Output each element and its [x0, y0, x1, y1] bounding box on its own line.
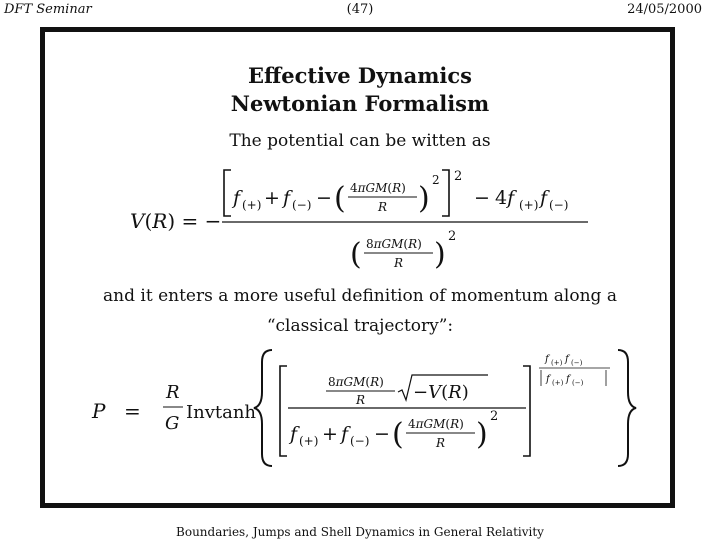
- svg-text:f: f: [290, 423, 298, 445]
- momentum-text-line1: and it enters a more useful definition of momentum along a: [103, 286, 617, 306]
- svg-text:P: P: [92, 399, 106, 423]
- svg-text:(: (: [392, 417, 404, 452]
- svg-text:(−): (−): [572, 379, 584, 387]
- intro-text: The potential can be witten as: [229, 131, 491, 151]
- svg-text:f: f: [545, 354, 549, 365]
- svg-text:(+): (+): [551, 359, 563, 367]
- slide-title-line1: Effective Dynamics: [247, 63, 473, 88]
- svg-text:2: 2: [490, 409, 499, 424]
- svg-text:−V(R): −V(R): [413, 382, 469, 403]
- svg-text:4πGM(R): 4πGM(R): [350, 181, 406, 195]
- svg-text:(−): (−): [292, 198, 312, 212]
- svg-text:2: 2: [432, 173, 440, 187]
- svg-text:f: f: [565, 354, 569, 365]
- svg-text:+: +: [322, 423, 338, 445]
- svg-text:): ): [434, 237, 446, 272]
- svg-text:f: f: [233, 187, 241, 209]
- svg-text:8πGM(R): 8πGM(R): [366, 237, 422, 251]
- svg-text:f: f: [341, 423, 349, 445]
- footer-text: Boundaries, Jumps and Shell Dynamics in General Relativity: [176, 525, 544, 539]
- page-number: (47): [346, 2, 374, 17]
- svg-text:R: R: [356, 393, 366, 407]
- svg-text:(−): (−): [549, 198, 569, 212]
- svg-text:f: f: [546, 374, 550, 385]
- svg-text:+: +: [264, 187, 280, 209]
- header-date: 24/05/2000: [627, 2, 702, 17]
- svg-text:(+): (+): [552, 379, 564, 387]
- svg-text:V(R) = −: V(R) = −: [130, 209, 222, 233]
- svg-text:−: −: [474, 187, 490, 209]
- svg-text:−: −: [316, 187, 332, 209]
- slide-title-line2: Newtonian Formalism: [230, 91, 490, 116]
- svg-text:R: R: [394, 256, 404, 270]
- svg-text:2: 2: [454, 169, 463, 184]
- svg-text:−: −: [374, 423, 390, 445]
- svg-text:(: (: [334, 181, 346, 216]
- svg-text:(+): (+): [242, 198, 262, 212]
- svg-text:Invtanh: Invtanh: [186, 402, 257, 423]
- momentum-text-line2: “classical trajectory”:: [266, 316, 454, 336]
- svg-text:4f: 4f: [495, 187, 515, 209]
- svg-text:f: f: [566, 374, 570, 385]
- svg-text:8πGM(R): 8πGM(R): [328, 375, 384, 389]
- svg-text:f: f: [540, 187, 548, 209]
- svg-text:G: G: [165, 413, 180, 434]
- svg-text:(−): (−): [571, 359, 583, 367]
- svg-text:): ): [418, 181, 430, 216]
- svg-text:(+): (+): [519, 198, 539, 212]
- header-left: DFT Seminar: [4, 2, 92, 17]
- svg-text:4πGM(R): 4πGM(R): [408, 417, 464, 431]
- svg-text:R: R: [378, 200, 388, 214]
- svg-text:(−): (−): [350, 434, 370, 448]
- svg-text:2: 2: [448, 229, 457, 244]
- svg-text:R: R: [436, 436, 446, 450]
- svg-text:): ): [476, 417, 488, 452]
- svg-text:=: =: [124, 399, 141, 423]
- svg-text:(: (: [350, 237, 362, 272]
- svg-text:(+): (+): [299, 434, 319, 448]
- svg-text:R: R: [166, 382, 180, 403]
- svg-text:f: f: [283, 187, 291, 209]
